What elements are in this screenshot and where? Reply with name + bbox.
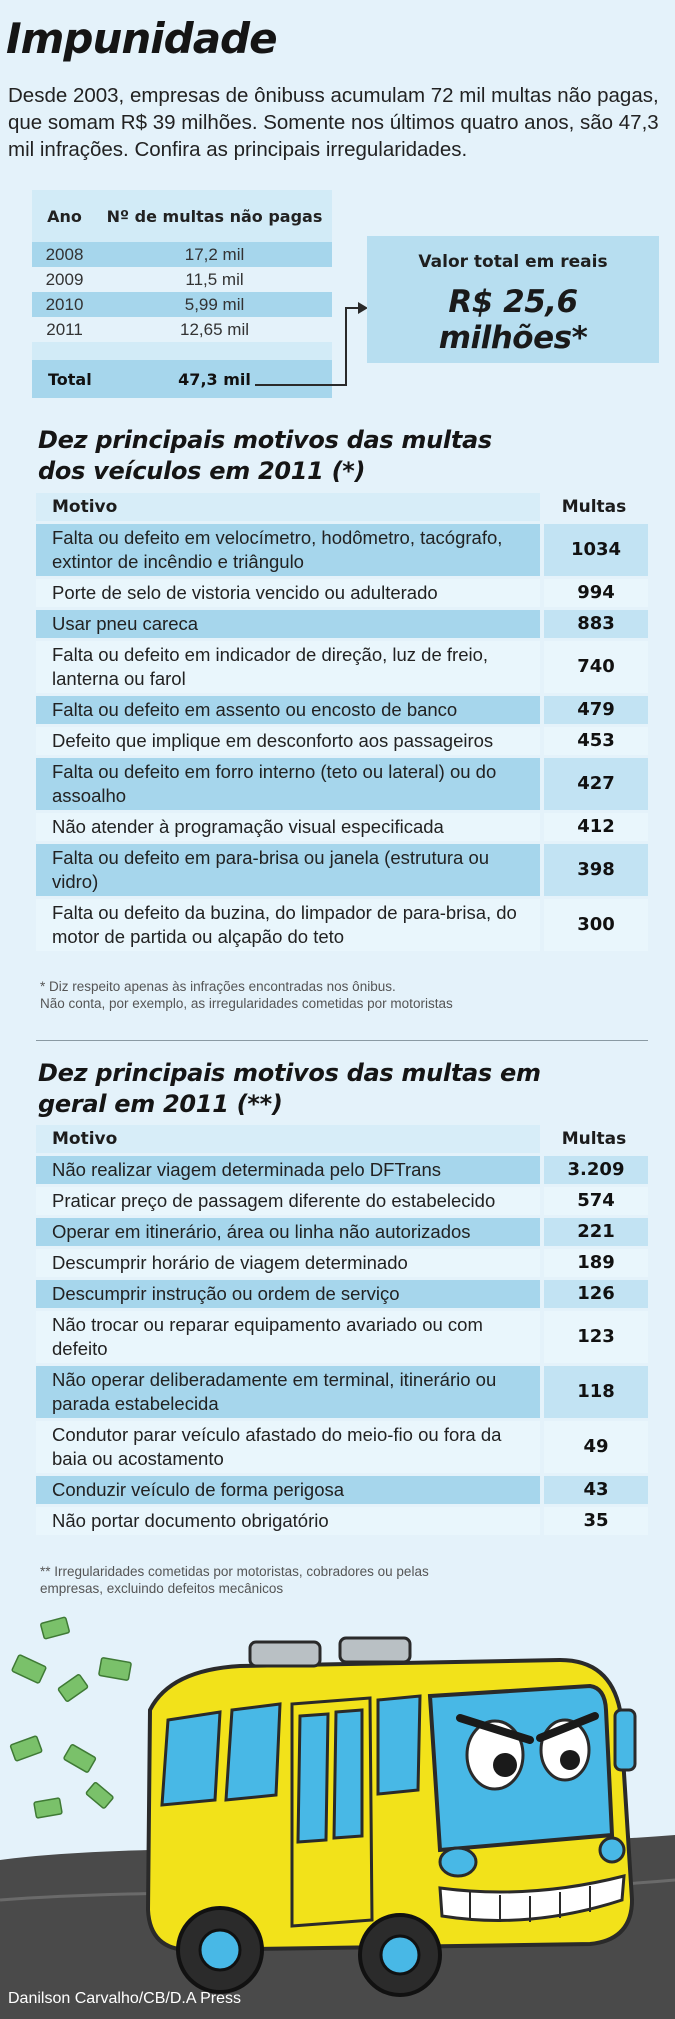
page-title: Impunidade [6,14,277,63]
angry-bus-illustration [0,1600,675,2019]
vehicles-reasons-table [36,490,648,954]
col-year-header: Ano [47,206,82,226]
count-cell: 3.209 [540,1156,648,1184]
count-cell: 740 [540,641,648,693]
table-row [36,1280,648,1308]
footnote-line: empresas, excluindo defeitos mecânicos [40,1581,284,1596]
table-row [36,1476,648,1504]
count-cell: 574 [540,1187,648,1215]
table-row [36,1187,648,1215]
count-cell: 126 [540,1280,648,1308]
total-label: Total [32,360,97,398]
table-row [36,641,648,693]
reason-cell: Condutor parar veículo afastado do meio-fio ou fora da baia ou acostamento [36,1421,540,1473]
reason-cell: Falta ou defeito em para-brisa ou janela (estrutura ou vidro) [36,844,540,896]
col-reason-header: Motivo [36,1125,540,1153]
table-row [36,844,648,896]
reason-cell: Defeito que implique em desconforto aos passageiros [36,727,540,755]
table-row [36,727,648,755]
table-row [36,696,648,724]
table-row [36,1218,648,1246]
reason-cell: Descumprir horário de viagem determinado [36,1249,540,1277]
col-count-header: Multas [540,1125,648,1153]
table-row [36,1421,648,1473]
table-row [36,579,648,607]
vehicles-section-title [38,425,492,487]
reason-cell: Falta ou defeito em indicador de direção, luz de freio, lanterna ou farol [36,641,540,693]
col-reason-header: Motivo [36,493,540,521]
general-reasons-table [36,1122,648,1538]
col-fines-header: Nº de multas não pagas [106,206,323,226]
reason-cell: Falta ou defeito da buzina, do limpador de para-brisa, do motor de partida ou alçapão do teto [36,899,540,951]
reason-cell: Não realizar viagem determinada pelo DFTrans [36,1156,540,1184]
count-cell: 35 [540,1507,648,1535]
year-cell: 2010 [32,292,97,317]
bus-icon [148,1638,635,1995]
section-divider [36,1040,648,1041]
count-cell: 300 [540,899,648,951]
reason-cell: Operar em itinerário, área ou linha não autorizados [36,1218,540,1246]
count-cell: 43 [540,1476,648,1504]
count-cell: 453 [540,727,648,755]
col-count-header: Multas [540,493,648,521]
footnote-line: Não conta, por exemplo, as irregularidades cometidas por motoristas [40,996,453,1011]
reason-cell: Não portar documento obrigatório [36,1507,540,1535]
reason-cell: Não operar deliberadamente em terminal, itinerário ou parada estabelecida [36,1366,540,1418]
count-cell: 883 [540,610,648,638]
year-cell: 2009 [32,267,97,292]
reason-cell: Conduzir veículo de forma perigosa [36,1476,540,1504]
reason-cell: Falta ou defeito em assento ou encosto de banco [36,696,540,724]
count-cell: 189 [540,1249,648,1277]
reason-cell: Usar pneu careca [36,610,540,638]
count-cell: 479 [540,696,648,724]
total-value-label: Valor total em reais [418,252,608,272]
count-cell: 49 [540,1421,648,1473]
footnote-line: ** Irregularidades cometidas por motoristas, cobradores ou pelas [40,1564,429,1579]
money-bills-icon [10,1617,131,1818]
fines-cell: 11,5 mil [97,267,332,292]
count-cell: 1034 [540,524,648,576]
reason-cell: Falta ou defeito em forro interno (teto ou lateral) ou do assoalho [36,758,540,810]
fines-cell: 12,65 mil [97,317,332,342]
total-value-box [367,236,659,363]
table-row [36,899,648,951]
count-cell: 412 [540,813,648,841]
general-title-line2: geral em 2011 (**) [38,1090,283,1118]
year-cell: 2011 [32,317,97,342]
photo-credit: Danilson Carvalho/CB/D.A Press [8,1990,241,2007]
intro-text: Desde 2003, empresas de ônibuss acumulam 72 mil multas não pagas, que somam R$ 39 milhões. Somente nos últimos quatro anos, são 47,3 mil infrações. Confira as principais irregularidades. [8,84,659,161]
footnote-line: * Diz respeito apenas às infrações encontradas nos ônibus. [40,979,396,994]
fines-cell: 17,2 mil [97,242,332,267]
reason-cell: Descumprir instrução ou ordem de serviço [36,1280,540,1308]
table-row [36,1249,648,1277]
vehicles-title-line2: dos veículos em 2011 (*) [38,457,366,485]
count-cell: 221 [540,1218,648,1246]
fines-cell: 5,99 mil [97,292,332,317]
table-row [36,1507,648,1535]
arrow-line [255,308,360,385]
reason-cell: Não atender à programação visual especificada [36,813,540,841]
general-section-title [38,1058,541,1120]
total-value: 47,3 mil [97,360,332,398]
total-value-amount: R$ 25,6 milhões* [438,284,588,356]
reason-cell: Não trocar ou reparar equipamento avariado ou com defeito [36,1311,540,1363]
table-row [36,1366,648,1418]
count-cell: 994 [540,579,648,607]
table-row [36,758,648,810]
reason-cell: Falta ou defeito em velocímetro, hodômetro, tacógrafo, extintor de incêndio e triângulo [36,524,540,576]
general-title-line1: Dez principais motivos das multas em [38,1059,541,1087]
table-row [36,610,648,638]
vehicles-footnote [40,978,600,1012]
count-cell: 118 [540,1366,648,1418]
count-cell: 398 [540,844,648,896]
table-row [36,1311,648,1363]
table-row [36,813,648,841]
table-row [36,524,648,576]
count-cell: 123 [540,1311,648,1363]
reason-cell: Praticar preço de passagem diferente do estabelecido [36,1187,540,1215]
year-cell: 2008 [32,242,97,267]
count-cell: 427 [540,758,648,810]
reason-cell: Porte de selo de vistoria vencido ou adulterado [36,579,540,607]
general-footnote [40,1563,600,1597]
table-row [36,1156,648,1184]
vehicles-title-line1: Dez principais motivos das multas [38,426,492,454]
